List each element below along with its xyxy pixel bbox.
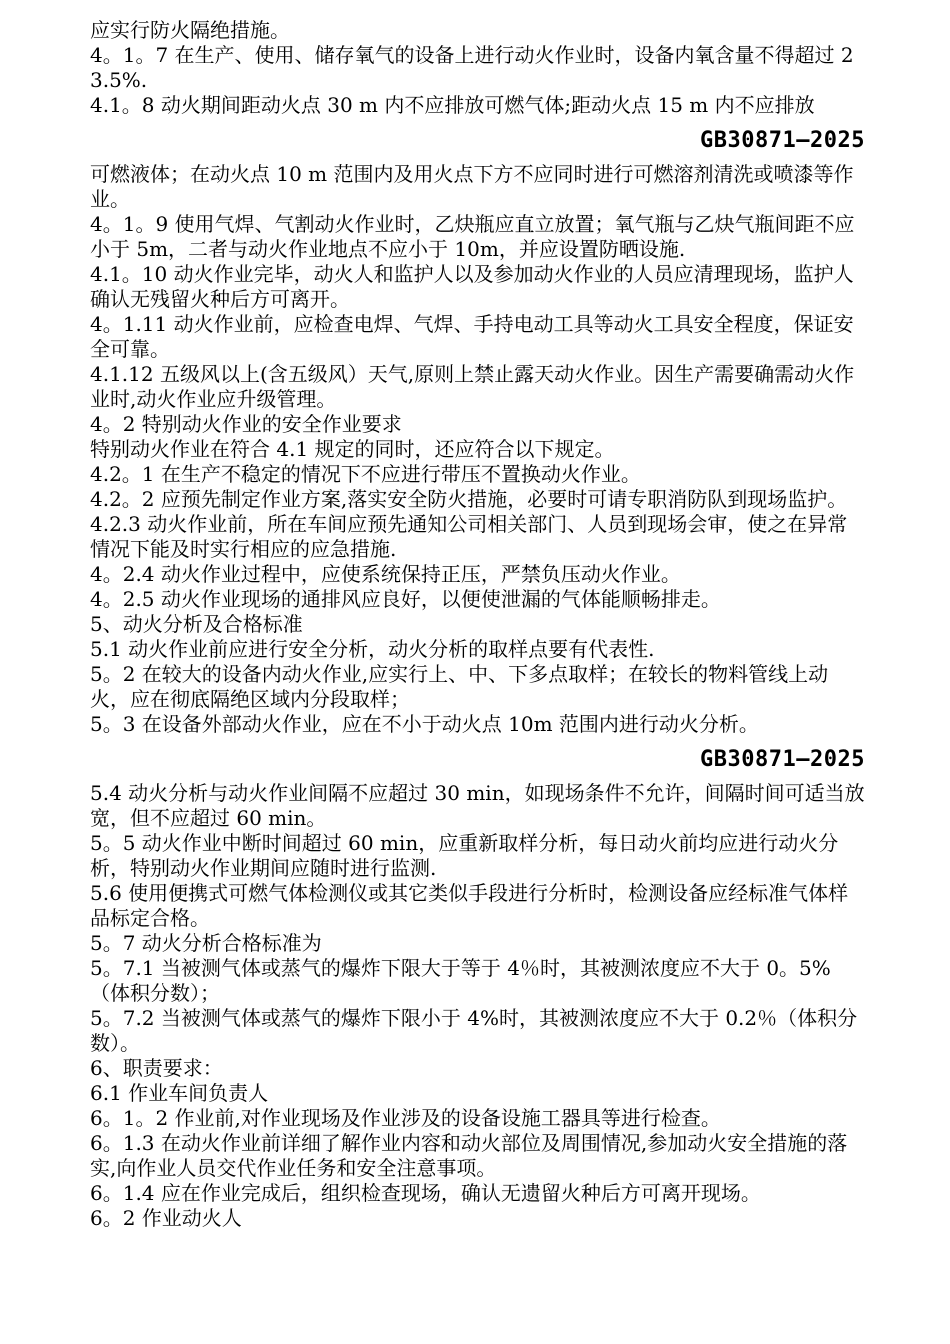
paragraph: 4.2.3 动火作业前，所在车间应预先通知公司相关部门、人员到现场会审，使之在异常情况下能及时实行相应的应急措施. (90, 512, 848, 561)
paragraph: 4。2.4 动火作业过程中，应使系统保持正压，严禁负压动火作业。 (90, 562, 681, 586)
paragraph: 4.2。2 应预先制定作业方案,落实安全防火措施，必要时可请专职消防队到现场监护。 (90, 487, 848, 511)
paragraph: 6.1 作业车间负责人 (90, 1081, 269, 1105)
paragraph: 4。2.5 动火作业现场的通排风应良好，以便使泄漏的气体能顺畅排走。 (90, 587, 721, 611)
document-body (90, 18, 865, 1231)
paragraph: 4.2。1 在生产不稳定的情况下不应进行带压不置换动火作业。 (90, 462, 641, 486)
paragraph: 5.4 动火分析与动火作业间隔不应超过 30 min，如现场条件不允许，间隔时间可适当放宽，但不应超过 60 min。 (90, 781, 865, 830)
standard-header: GB30871—2025 (700, 128, 865, 153)
paragraph: 5。2 在较大的设备内动火作业,应实行上、中、下多点取样；在较长的物料管线上动火，应在彻底隔绝区域内分段取样； (90, 662, 829, 711)
paragraph: 5.1 动火作业前应进行安全分析，动火分析的取样点要有代表性. (90, 637, 655, 661)
paragraph: 可燃液体；在动火点 10 m 范围内及用火点下方不应同时进行可燃溶剂清洗或喷漆等作业。 (90, 162, 854, 211)
paragraph: 应实行防火隔绝措施。 (90, 18, 290, 42)
paragraph: 5。5 动火作业中断时间超过 60 min，应重新取样分析，每日动火前均应进行动火分析，特别动火作业期间应随时进行监测. (90, 831, 839, 880)
paragraph: 6。1.4 应在作业完成后，组织检查现场，确认无遗留火种后方可离开现场。 (90, 1181, 761, 1205)
paragraph: 5.6 使用便携式可燃气体检测仪或其它类似手段进行分析时，检测设备应经标准气体样品标定合格。 (90, 881, 849, 930)
paragraph: 5、动火分析及合格标准 (90, 612, 303, 636)
paragraph: 4.1。10 动火作业完毕，动火人和监护人以及参加动火作业的人员应清理现场，监护人确认无残留火种后方可离开。 (90, 262, 854, 311)
paragraph: 6、职责要求： (90, 1056, 223, 1080)
paragraph: 5。7.1 当被测气体或蒸气的爆炸下限大于等于 4％时，其被测浓度应不大于 0。5%（体积分数）； (90, 956, 831, 1005)
paragraph: 5。7.2 当被测气体或蒸气的爆炸下限小于 4%时，其被测浓度应不大于 0.2％（体积分数）。 (90, 1006, 858, 1055)
paragraph: 4。1.11 动火作业前，应检查电焊、气焊、手持电动工具等动火工具安全程度，保证安全可靠。 (90, 312, 854, 361)
paragraph: 6。2 作业动火人 (90, 1206, 242, 1230)
standard-header: GB30871—2025 (700, 747, 865, 772)
paragraph: 4。2 特别动火作业的安全作业要求 (90, 412, 402, 436)
paragraph: 5。7 动火分析合格标准为 (90, 931, 322, 955)
paragraph: 4。1。9 使用气焊、气割动火作业时，乙炔瓶应直立放置；氧气瓶与乙炔气瓶间距不应小于 5m，二者与动火作业地点不应小于 10m，并应设置防晒设施. (90, 212, 855, 261)
paragraph: 6。1.3 在动火作业前详细了解作业内容和动火部位及周围情况,参加动火安全措施的落实,向作业人员交代作业任务和安全注意事项。 (90, 1131, 848, 1180)
paragraph: 5。3 在设备外部动火作业，应在不小于动火点 10m 范围内进行动火分析。 (90, 712, 759, 736)
paragraph: 4。1。7 在生产、使用、储存氧气的设备上进行动火作业时，设备内氧含量不得超过 23.5%. (90, 43, 854, 92)
paragraph: 4.1。8 动火期间距动火点 30 m 内不应排放可燃气体;距动火点 15 m 内不应排放 (90, 93, 815, 117)
paragraph: 6。1。2 作业前,对作业现场及作业涉及的设备设施工器具等进行检查。 (90, 1106, 721, 1130)
paragraph: 特别动火作业在符合 4.1 规定的同时，还应符合以下规定。 (90, 437, 615, 461)
paragraph: 4.1.12 五级风以上(含五级风）天气,原则上禁止露天动火作业。因生产需要确需动火作业时,动火作业应升级管理。 (90, 362, 855, 411)
